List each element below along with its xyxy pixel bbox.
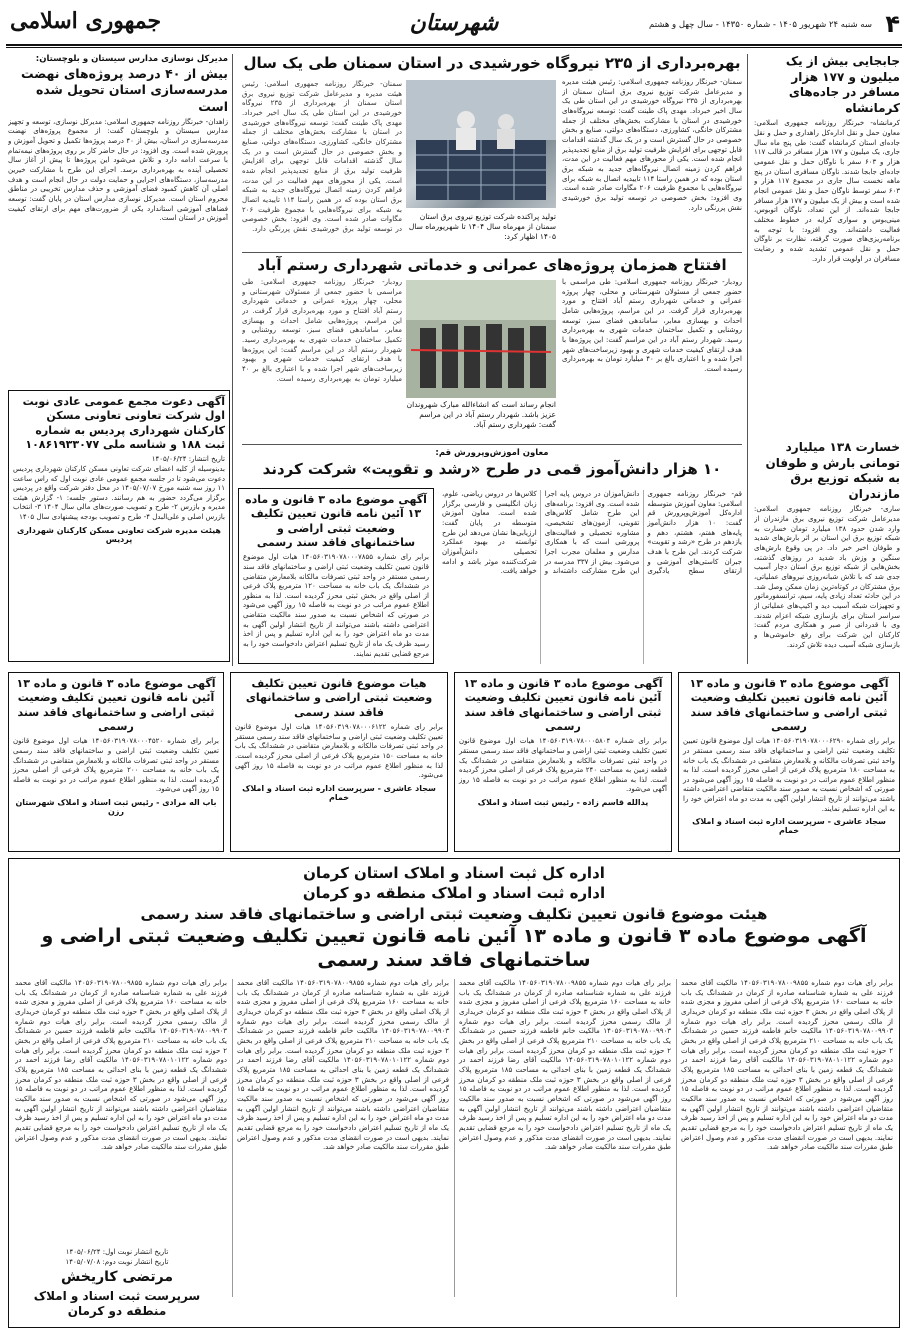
date-line: سه شنبه ۲۴ شهریور ۱۴۰۵ - شماره ۱۴۳۵۰ - سال چهل و هشتم xyxy=(649,20,872,30)
article-solar-body xyxy=(562,78,742,250)
article-solar-body-2 xyxy=(242,80,402,248)
ceremony-image xyxy=(406,280,556,398)
ad-heading-2: اداره ثبت اسناد و املاک منطقه دو کرمان xyxy=(302,884,606,903)
ad-body: بدینوسیله از کلیه اعضای شرکت تعاونی مسکن کارکنان شهرداری پردیس دعوت می‌شود تا در جلسه مجمع عمومی عادی نوبت اول که راس ساعت ۱۱ روز سه شنبه مورخ ۱۴۰۵/۰۷/۰۷ در محل دفتر شرکت واقع در پردیس برگزار می‌گردد حضور به هم رسانند. دستور جلسه: ۱- گزارش هیئت مدیره و بازرس ۲- طرح و تصویب صورت‌های مالی سال ۱۴۰۴ ۳- انتخاب بازرس اصلی و علی‌البدل ۴- طرح و تصویب بودجه پیشنهادی سال ۱۴۰۵ xyxy=(13,464,225,522)
ad-kerman-signature xyxy=(17,1248,217,1323)
ad-title: آگهی موضوع ماده ۳ قانون و ماده ۱۳ آئین نامه قانون تعیین تکلیف وضعیت ثبتی اراضی و ساختمانهای فاقد سند رسمی xyxy=(463,677,663,733)
ad-signature: سجاد عاشری - سرپرست اداره ثبت اسناد و املاک خمام xyxy=(242,783,436,802)
signatory-title: سرپرست ثبت اسناد و املاک منطقه دو کرمان xyxy=(33,1288,201,1319)
article-body: رودبار- خبرنگار روزنامه جمهوری اسلامی: طی مراسمی با حضور جمعی از مسئولان شهرستانی و محلی، چهار پروژه عمرانی و خدماتی شهرداری رستم آباد افتتاح و مورد بهره‌برداری قرار گرفت. در این مراسم، پروژه‌هایی شامل احداث و بهسازی معابر، ساماندهی فضای سبز، توسعه روشنایی و تکمیل ساختمان خدمات شهری به بهره‌برداری رسید. شهردار رستم آباد در این مراسم گفت: این پروژه‌ها با هدف ارتقای کیفیت خدمات شهری و بهبود زیرساخت‌های شهر اجرا شده و با اعتباری بالغ بر ۴۰ میلیارد تومان به بهره‌برداری رسیده است. xyxy=(562,278,742,373)
ad-heading-4: آگهی موضوع ماده ۳ قانون و ماده ۱۳ آئین نامه قانون تعیین تکلیف وضعیت ثبتی اراضی و ساختمانهای فاقد سند رسمی xyxy=(41,924,867,972)
ad-body: برابر رای شماره ۱۴۰۵۶۰۳۱۹۰۷۸۰۰۰۴۵۲۰ هیات اول موضوع قانون تعیین تکلیف وضعیت ثبتی اراضی و ساختمانهای فاقد سند رسمی مستقر در واحد ثبتی تصرفات مالکانه و بلامعارض متقاضی در ششدانگ یک باب خانه به مساحت ۲۰۰ مترمربع پلاک فرعی از اصلی محرز گردیده است. لذا به منظور اطلاع عموم مراتب در دو نوبت به فاصله ۱۵ روز آگهی می‌شود. xyxy=(13,737,220,794)
ad-row-item xyxy=(454,672,672,852)
article-kermanshah xyxy=(754,54,900,434)
article-body-continued: رودبار- خبرنگار روزنامه جمهوری اسلامی: طی مراسمی با حضور جمعی از مسئولان شهرستانی و محلی، چهار پروژه عمرانی و خدماتی شهرداری رستم آباد افتتاح و مورد بهره‌برداری قرار گرفت. در این مراسم، پروژه‌هایی شامل احداث و بهسازی معابر، ساماندهی فضای سبز، توسعه روشنایی و تکمیل ساختمان خدمات شهری به بهره‌برداری رسید. شهردار رستم آباد در این مراسم گفت: این پروژه‌ها با هدف ارتقای کیفیت خدمات شهری و بهبود زیرساخت‌های شهر اجرا شده و با اعتباری بالغ بر ۴۰ میلیارد تومان به بهره‌برداری رسیده است. xyxy=(242,278,402,383)
row-divider xyxy=(242,444,742,445)
ad-title: آگهی موضوع ماده ۳ قانون و ماده ۱۳ آئین نامه قانون تعیین تکلیف وضعیت ثبتی اراضی و ساختمانهای فاقد سند رسمی xyxy=(16,677,216,733)
article-body: سمنان- خبرنگار روزنامه جمهوری اسلامی: رئیس هیئت مدیره و مدیرعامل شرکت توزیع نیروی برق استان سمنان از بهره‌برداری از ۲۳۵ نیروگاه خورشیدی در این استان طی یک سال اخیر خبرداد. مهدی پاک طینت گفت: توسعه نیروگاه‌های خورشیدی در استان با مشارکت بخش‌های مختلف از جمله مشترکان خانگی، کشاورزی، دستگاه‌های دولتی، صنایع و بخش خصوصی در حال گسترش است و در یک سال گذشته اقدامات قابل توجهی برای افزایش ظرفیت تولید برق از منابع تجدیدپذیر انجام شده است. یکی از محورهای مهم فعالیت در این مدت، فراهم کردن زمینه اتصال نیروگاه‌های جدید به شبکه برق استان بوده که در همین راستا ۱۱۴ تاییدیه اتصال به شبکه برای نیروگاه‌هایی با مجموع ظرفیت ۲۰۶ مگاوات صادر شده است. وی افزود: بخش خصوصی در توسعه تولید برق خورشیدی نقش پررنگی دارد. xyxy=(562,78,742,212)
photo-caption: تولید پراکنده شرکت توزیع نیروی برق استان سمنان از مهرماه سال ۱۴۰۴ تا شهریورماه سال ۱۴۰۵ اظهار کرد: xyxy=(408,212,556,242)
ad-date: تاریخ انتشار نوبت اول: ۱۴۰۵/۰۶/۲۴ xyxy=(65,1248,169,1257)
ad-row-item xyxy=(230,672,448,852)
article-title: بهره‌برداری از ۲۳۵ نیروگاه خورشیدی در استان سمنان طی یک سال xyxy=(243,54,741,72)
article-title: بیش از ۴۰ درصد پروژه‌های نهضت مدرسه‌سازی استان تحویل شده است xyxy=(20,66,228,114)
ad-date: تاریخ انتشار: ۱۴۰۵/۰۶/۲۴ xyxy=(151,455,225,464)
signatory-name: مرتضی کاریخش xyxy=(60,1268,174,1285)
ad-body: برابر رای هیات دوم شماره ۱۴۰۵۶۰۳۱۹۰۷۸۰۰۹۸۵۵ مالکیت آقای محمد فرزند علی به شماره شناسنامه صادره از کرمان در ششدانگ یک باب خانه به مساحت ۱۶۰ مترمربع پلاک فرعی از اصلی مفروز و مجزی شده از پلاک اصلی واقع در بخش ۳ حوزه ثبت ملک منطقه دو کرمان خریداری از مالک رسمی محرز گردیده است. برابر رای هیات دوم شماره ۱۴۰۵۶۰۳۱۹۰۷۸۰۰۹۹۰۳ مالکیت خانم فاطمه فرزند حسین در ششدانگ یک باب خانه به مساحت ۲۱۰ مترمربع پلاک فرعی از اصلی واقع در بخش ۲ حوزه ثبت ملک منطقه دو کرمان محرز گردیده است. برابر رای هیات دوم شماره ۱۴۰۵۶۰۳۱۹۰۷۸۰۱۰۱۲۲ مالکیت آقای رضا فرزند احمد در ششدانگ یک قطعه زمین با بنای احداثی به مساحت ۱۸۵ مترمربع پلاک فرعی از اصلی واقع در بخش ۳ حوزه ثبت ملک منطقه دو کرمان محرز گردیده است. لذا به منظور اطلاع عموم مراتب در دو نوبت به فاصله ۱۵ روز آگهی می‌شود در صورتی که اشخاص نسبت به صدور سند مالکیت متقاضیان اعتراضی داشته باشند می‌توانند از تاریخ انتشار اولین آگهی به مدت دو ماه اعتراض خود را به این اداره تسلیم و پس از اخذ رسید ظرف یک ماه از تاریخ تسلیم اعتراض دادخواست خود را به مرجع قضایی تقدیم نمایند. بدیهی است در صورت انقضای مدت مذکور و عدم وصول اعتراض طبق مقررات سند مالکیت صادر خواهد شد. xyxy=(681,979,893,1152)
article-body: کرمانشاه- خبرنگار روزنامه جمهوری اسلامی: معاون حمل و نقل اداره‌کل راهداری و حمل و نقل جاده‌ای استان کرمانشاه گفت: طی پنج ماه سال جاری، یک میلیون و ۱۷۷ هزار مسافر در قالب ۱۱۷ هزار و ۶۰۳ سفر با ناوگان حمل و نقل عمومی جاده‌ای جابجا شدند. ناوگان مسافری استان در پنج ماهه نخست سال جاری در مجموع ۱۱۷ هزار و ۶۰۳ سفر توسط ناوگان حمل و نقل عمومی انجام شده است و بیش از یک میلیون و ۱۷۷ هزار مسافر جابجا شده‌اند. از این تعداد، ناوگان اتوبوس، مینی‌بوس و سواری کرایه در خطوط مختلف فعالیت داشته‌اند. وی افزود: با توجه به برنامه‌ریزی‌های صورت گرفته، نظارت بر ناوگان حمل و نقل عمومی تشدید شده و رضایت مسافران در اولویت قرار دارد. xyxy=(754,119,900,263)
ad-heading-3: هیئت موضوع قانون تعیین تکلیف وضعیت ثبتی اراضی و ساختمانهای فاقد سند رسمی xyxy=(140,904,768,923)
ad-kerman xyxy=(8,858,900,1328)
article-solar-title xyxy=(242,54,742,74)
ribbon-cutting-photo xyxy=(406,280,556,398)
article-title: افتتاح همزمان پروژه‌های عمرانی و خدماتی شهرداری رستم آباد xyxy=(257,256,727,274)
rostamabad-caption-box xyxy=(406,400,556,438)
article-body: ساری- خبرنگار روزنامه جمهوری اسلامی: مدیرعامل شرکت توزیع نیروی برق مازندران از وارد شدن حدود ۱۳۸ میلیارد تومان خسارت به شبکه توزیع برق این استان بر اثر بارش‌های شدید و طوفان اخیر خبر داد. در پی وقوع بارش‌های سنگین و وزش باد شدید در روزهای گذشته، بخش‌هایی از شبکه توزیع برق استان دچار آسیب جدی شد که با تلاش شبانه‌روزی نیروهای عملیاتی، برق مشترکان در کوتاه‌ترین زمان ممکن وصل شد. در این حادثه تعداد زیادی پایه، سیم، ترانسفورماتور و تجهیزات شبکه آسیب دید و اکیپ‌های عملیاتی از سراسر استان برای بازسازی شبکه اعزام شدند. وی با قدردانی از صبر و همکاری مردم گفت: کارکنان این شرکت برای رفع خاموشی‌ها و بازسازی شبکه آسیب دیده تلاش کردند. xyxy=(754,505,900,649)
article-rostamabad-body xyxy=(562,278,742,438)
article-qom-body xyxy=(442,490,742,664)
ad-row-item xyxy=(678,672,900,852)
column-divider xyxy=(232,54,233,666)
column-divider xyxy=(747,54,748,664)
page-number: ۴ xyxy=(885,10,900,38)
article-rostamabad-body-2 xyxy=(242,278,402,438)
ad-body: برابر رای شماره ۱۴۰۵۶۰۳۱۹۰۷۸۰۰۰۷۸۵۵ هیات اول موضوع قانون تعیین تکلیف وضعیت ثبتی اراضی و ساختمانهای فاقد سند رسمی مستقر در واحد ثبتی تصرفات مالکانه بلامعارض متقاضی در ششدانگ یک باب خانه به مساحت ۱۲۰ مترمربع پلاک فرعی از اصلی واقع در بخش ثبتی محرز گردیده است. لذا به منظور اطلاع عموم مراتب در دو نوبت به فاصله ۱۵ روز آگهی می‌شود در صورتی که اشخاص نسبت به صدور سند مالکیت متقاضی اعتراضی داشته باشند می‌توانند از تاریخ انتشار اولین آگهی به مدت دو ماه اعتراض خود را به این اداره تسلیم و پس از اخذ رسید ظرف یک ماه از تاریخ تسلیم اعتراض دادخواست خود را به مرجع قضایی تقدیم نمایند. xyxy=(243,553,430,658)
solar-caption-box xyxy=(406,212,556,248)
ad-signature: باب اله مرادی - رئیس ثبت اسناد و املاک شهرستان رزن xyxy=(15,798,217,817)
ad-signature: هیئت مدیره شرکت تعاونی مسکن کارکنان شهرداری پردیس xyxy=(17,525,221,544)
section-title: شهرستان xyxy=(409,10,499,36)
ad-body: برابر رای شماره ۱۴۰۵۶۰۳۱۹۰۷۸۰۰۰۶۲۹۰ هیات اول موضوع قانون تعیین تکلیف وضعیت ثبتی اراضی و ساختمانهای فاقد سند رسمی مستقر در واحد ثبتی تصرفات مالکانه و بلامعارض متقاضی در ششدانگ یک باب خانه به مساحت ۱۸۰ مترمربع پلاک فرعی از اصلی محرز گردیده است. لذا به منظور اطلاع عموم مراتب در دو نوبت به فاصله ۱۵ روز آگهی می‌شود در صورتی که اشخاص نسبت به صدور سند مالکیت متقاضی اعتراضی داشته باشند می‌توانند از تاریخ انتشار اولین آگهی به مدت دو ماه اعتراض خود را به این اداره تسلیم نمایند. xyxy=(683,737,896,813)
article-rostamabad-title xyxy=(242,256,742,274)
ad-title: هیات موضوع قانون تعیین تکلیف وضعیت ثبتی اراضی و ساختمانهای فاقد سند رسمی xyxy=(245,677,433,719)
article-schools xyxy=(8,54,228,390)
ad-signature: سجاد عاشری - سرپرست اداره ثبت اسناد و املاک خمام xyxy=(692,817,886,836)
article-kicker: مدیرکل نوسازی مدارس سیستان و بلوچستان: xyxy=(35,54,228,64)
paper-logo: جمهوری اسلامی xyxy=(10,8,162,34)
article-title: ۱۰ هزار دانش‌آموز قمی در طرح «رشد و تقویت» شرکت کردند xyxy=(262,460,722,478)
article-kicker: معاون آموزش‌وپرورش قم: xyxy=(435,448,549,458)
ad-body-repeat: برابر رای هیات دوم شماره ۱۴۰۵۶۰۳۱۹۰۷۸۰۰۹۸۵۵ مالکیت آقای محمد فرزند علی به شماره شناسنامه صادره از کرمان در ششدانگ یک باب خانه به مساحت ۱۶۰ مترمربع پلاک فرعی از اصلی مفروز و مجزی شده از پلاک اصلی واقع در بخش ۳ حوزه ثبت ملک منطقه دو کرمان خریداری از مالک رسمی محرز گردیده است. برابر رای هیات دوم شماره ۱۴۰۵۶۰۳۱۹۰۷۸۰۰۹۹۰۳ مالکیت خانم فاطمه فرزند حسین در ششدانگ یک باب خانه به مساحت ۲۱۰ مترمربع پلاک فرعی از اصلی واقع در بخش ۲ حوزه ثبت ملک منطقه دو کرمان محرز گردیده است. برابر رای هیات دوم شماره ۱۴۰۵۶۰۳۱۹۰۷۸۰۱۰۱۲۲ مالکیت آقای رضا فرزند احمد در ششدانگ یک قطعه زمین با بنای احداثی به مساحت ۱۸۵ مترمربع پلاک فرعی از اصلی واقع در بخش ۳ حوزه ثبت ملک منطقه دو کرمان محرز گردیده است. لذا به منظور اطلاع عموم مراتب در دو نوبت به فاصله ۱۵ روز آگهی می‌شود در صورتی که اشخاص نسبت به صدور سند مالکیت متقاضیان اعتراضی داشته باشند می‌توانند از تاریخ انتشار اولین آگهی به مدت دو ماه اعتراض خود را به این اداره تسلیم و پس از اخذ رسید ظرف یک ماه از تاریخ تسلیم اعتراض دادخواست خود را به مرجع قضایی تقدیم نمایند. بدیهی است در صورت انقضای مدت مذکور و عدم وصول اعتراض طبق مقررات سند مالکیت صادر خواهد شد. xyxy=(237,979,450,1152)
photo-caption: انجام رساند است که انشاءالله مبارک شهروندان عزیز باشد. شهردار رستم آباد در این مراسم گفت: شهرداری رستم آباد. xyxy=(406,400,556,430)
ad-cooperative xyxy=(8,390,230,662)
masthead-rule xyxy=(6,44,902,46)
ad-body: برابر رای شماره ۱۴۰۵۶۰۳۱۹۰۷۸۰۰۰۵۸۰۴ هیات اول موضوع قانون تعیین تکلیف وضعیت ثبتی اراضی و ساختمانهای فاقد سند رسمی مستقر در واحد ثبتی تصرفات مالکانه و بلامعارض متقاضی در ششدانگ یک قطعه زمین به مساحت ۲۴۰ مترمربع پلاک فرعی از اصلی محرز گردیده است. لذا به منظور اطلاع عموم مراتب در دو نوبت به فاصله ۱۵ روز آگهی می‌شود. xyxy=(459,737,668,794)
ad-title: آگهی موضوع ماده ۳ قانون و ماده ۱۳ آئین نامه قانون تعیین تکلیف وضعیت ثبتی اراضی و ساختمانهای فاقد سند رسمی xyxy=(689,677,889,733)
row-divider xyxy=(242,252,742,253)
ad-mid xyxy=(238,488,434,664)
article-qom-title xyxy=(242,448,742,488)
ad-heading-1: اداره کل ثبت اسناد و املاک استان کرمان xyxy=(303,864,605,882)
ad-date: تاریخ انتشار نوبت دوم: ۱۴۰۵/۰۷/۰۸ xyxy=(65,1257,169,1266)
article-title: خسارت ۱۳۸ میلیارد تومانی بارش و طوفان به شبکه توزیع برق مازندران xyxy=(765,440,900,501)
article-body: زاهدان- خبرنگار روزنامه جمهوری اسلامی: مدیرکل نوسازی، توسعه و تجهیز مدارس سیستان و بلوچستان گفت: از مجموع پروژه‌های نهضت مدرسه‌سازی در استان، بیش از ۴۰ درصد پروژه‌ها تکمیل و تحویل آموزش و پرورش شده است. وی افزود: در حال حاضر کار بر روی پروژه‌های نیمه‌تمام با سرعت ادامه دارد و تلاش می‌شود این پروژه‌ها تا پیش از آغاز سال تحصیلی آینده به بهره‌برداری برسد. اجرای این طرح با مشارکت خیرین مدرسه‌ساز، دستگاه‌های اجرایی و حمایت دولت در حال انجام است و هدف اصلی آن کاهش کمبود فضای آموزشی و حذف مدارس تخریبی در مناطق محروم استان است. مدیرکل نوسازی مدارس استان در پایان گفت: توسعه فضاهای آموزشی استاندارد یکی از ضرورت‌های مهم برای ارتقای کیفیت آموزش در استان است. xyxy=(8,117,228,223)
article-mazandaran xyxy=(754,440,900,666)
ad-title: آگهی موضوع ماده ۳ قانون و ماده ۱۳ آئین نامه قانون تعیین تکلیف وضعیت ثبتی اراضی و ساختمانهای فاقد سند رسمی xyxy=(245,493,427,549)
article-body-continued: سمنان- خبرنگار روزنامه جمهوری اسلامی: رئیس هیئت مدیره و مدیرعامل شرکت توزیع نیروی برق استان سمنان از بهره‌برداری از ۲۳۵ نیروگاه خورشیدی در این استان طی یک سال اخیر خبرداد. مهدی پاک طینت گفت: توسعه نیروگاه‌های خورشیدی در استان با مشارکت بخش‌های مختلف از جمله مشترکان خانگی، کشاورزی، دستگاه‌های دولتی، صنایع و بخش خصوصی در حال گسترش است و در یک سال گذشته اقدامات قابل توجهی برای افزایش ظرفیت تولید برق از منابع تجدیدپذیر انجام شده است. یکی از محورهای مهم فعالیت در این مدت، فراهم کردن زمینه اتصال نیروگاه‌های جدید به شبکه برق استان بوده که در همین راستا ۱۱۴ تاییدیه اتصال به شبکه برای نیروگاه‌هایی با مجموع ظرفیت ۲۰۶ مگاوات صادر شده است. وی افزود: بخش خصوصی در توسعه تولید برق خورشیدی نقش پررنگی دارد. xyxy=(242,80,402,233)
solar-photo xyxy=(406,80,556,208)
ad-body-repeat: برابر رای هیات دوم شماره ۱۴۰۵۶۰۳۱۹۰۷۸۰۰۹۸۵۵ مالکیت آقای محمد فرزند علی به شماره شناسنامه صادره از کرمان در ششدانگ یک باب خانه به مساحت ۱۶۰ مترمربع پلاک فرعی از اصلی مفروز و مجزی شده از پلاک اصلی واقع در بخش ۳ حوزه ثبت ملک منطقه دو کرمان خریداری از مالک رسمی محرز گردیده است. برابر رای هیات دوم شماره ۱۴۰۵۶۰۳۱۹۰۷۸۰۰۹۹۰۳ مالکیت خانم فاطمه فرزند حسین در ششدانگ یک باب خانه به مساحت ۲۱۰ مترمربع پلاک فرعی از اصلی واقع در بخش ۲ حوزه ثبت ملک منطقه دو کرمان محرز گردیده است. برابر رای هیات دوم شماره ۱۴۰۵۶۰۳۱۹۰۷۸۰۱۰۱۲۲ مالکیت آقای رضا فرزند احمد در ششدانگ یک قطعه زمین با بنای احداثی به مساحت ۱۸۵ مترمربع پلاک فرعی از اصلی واقع در بخش ۳ حوزه ثبت ملک منطقه دو کرمان محرز گردیده است. لذا به منظور اطلاع عموم مراتب در دو نوبت به فاصله ۱۵ روز آگهی می‌شود در صورتی که اشخاص نسبت به صدور سند مالکیت متقاضیان اعتراضی داشته باشند می‌توانند از تاریخ انتشار اولین آگهی به مدت دو ماه اعتراض خود را به این اداره تسلیم و پس از اخذ رسید ظرف یک ماه از تاریخ تسلیم اعتراض دادخواست خود را به مرجع قضایی تقدیم نمایند. بدیهی است در صورت انقضای مدت مذکور و عدم وصول اعتراض طبق مقررات سند مالکیت صادر خواهد شد. xyxy=(459,979,672,1152)
ad-body: برابر رای شماره ۱۴۰۵۶۰۳۱۹۰۷۸۰۰۰۶۱۲۲ هیات اول موضوع قانون تعیین تکلیف وضعیت ثبتی اراضی و ساختمانهای فاقد سند رسمی مستقر در واحد ثبتی تصرفات مالکانه و بلامعارض متقاضی در ششدانگ یک باب خانه به مساحت ۱۵۰ مترمربع پلاک فرعی از اصلی محرز گردیده است. لذا به منظور اطلاع عموم مراتب در دو نوبت به فاصله ۱۵ روز آگهی می‌شود. xyxy=(235,722,444,780)
ad-body-repeat: برابر رای هیات دوم شماره ۱۴۰۵۶۰۳۱۹۰۷۸۰۰۹۸۵۵ مالکیت آقای محمد فرزند علی به شماره شناسنامه صادره از کرمان در ششدانگ یک باب خانه به مساحت ۱۶۰ مترمربع پلاک فرعی از اصلی مفروز و مجزی شده از پلاک اصلی واقع در بخش ۳ حوزه ثبت ملک منطقه دو کرمان خریداری از مالک رسمی محرز گردیده است. برابر رای هیات دوم شماره ۱۴۰۵۶۰۳۱۹۰۷۸۰۰۹۹۰۳ مالکیت خانم فاطمه فرزند حسین در ششدانگ یک باب خانه به مساحت ۲۱۰ مترمربع پلاک فرعی از اصلی واقع در بخش ۲ حوزه ثبت ملک منطقه دو کرمان محرز گردیده است. برابر رای هیات دوم شماره ۱۴۰۵۶۰۳۱۹۰۷۸۰۱۰۱۲۲ مالکیت آقای رضا فرزند احمد در ششدانگ یک قطعه زمین با بنای احداثی به مساحت ۱۸۵ مترمربع پلاک فرعی از اصلی واقع در بخش ۳ حوزه ثبت ملک منطقه دو کرمان محرز گردیده است. لذا به منظور اطلاع عموم مراتب در دو نوبت به فاصله ۱۵ روز آگهی می‌شود در صورتی که اشخاص نسبت به صدور سند مالکیت متقاضیان اعتراضی داشته باشند می‌توانند از تاریخ انتشار اولین آگهی به مدت دو ماه اعتراض خود را به این اداره تسلیم و پس از اخذ رسید ظرف یک ماه از تاریخ تسلیم اعتراض دادخواست خود را به مرجع قضایی تقدیم نمایند. بدیهی است در صورت انقضای مدت مذکور و عدم وصول اعتراض طبق مقررات سند مالکیت صادر خواهد شد. xyxy=(15,979,228,1152)
masthead xyxy=(0,0,908,48)
article-title: جابجایی بیش از یک میلیون و ۱۷۷ هزار مسافر در جاده‌های کرمانشاه xyxy=(785,54,900,115)
ad-signature: یدالله قاسم زاده - رئیس ثبت اسناد و املاک xyxy=(477,798,649,808)
masthead-rule xyxy=(6,47,902,48)
article-body: قم- خبرنگار روزنامه جمهوری اسلامی: معاون آموزش متوسطه اداره‌کل آموزش‌وپرورش قم گفت: ۱۰ هزار دانش‌آموز پایه‌های هفتم، هشتم، دهم و یازدهم در طرح «رشد و تقویت» شرکت کردند. این طرح با هدف جبران کاستی‌های آموزشی و ارتقای سطح یادگیری دانش‌آموزان در دروس پایه اجرا شده است. وی افزود: برنامه‌های این طرح شامل کلاس‌های تقویتی، آزمون‌های تشخیصی، مشاوره تحصیلی و فعالیت‌های پرورشی است که با همکاری مدارس و معلمان مجرب اجرا می‌شود. بیش از ۳۳۷ مدرسه در این طرح مشارکت داشته‌اند و کلاس‌ها در دروس ریاضی، علوم، زبان انگلیسی و فارسی برگزار شده است. معاون آموزش متوسطه در پایان گفت: ارزیابی‌ها نشان می‌دهد این طرح توانسته در بهبود عملکرد تحصیلی دانش‌آموزان شرکت‌کننده موثر باشد و ادامه خواهد یافت. xyxy=(442,490,742,576)
ad-row-item xyxy=(8,672,224,852)
ad-title: آگهی دعوت مجمع عمومی عادی نوبت اول شرکت تعاونی تعاونی مسکن کارکنان شهرداری پردیس به شماره ثبت ۱۸۸ و شناسه ملی ۱۰۸۶۱۹۳۳۰۷۷ xyxy=(22,395,225,451)
solar-panel-image xyxy=(406,80,556,208)
